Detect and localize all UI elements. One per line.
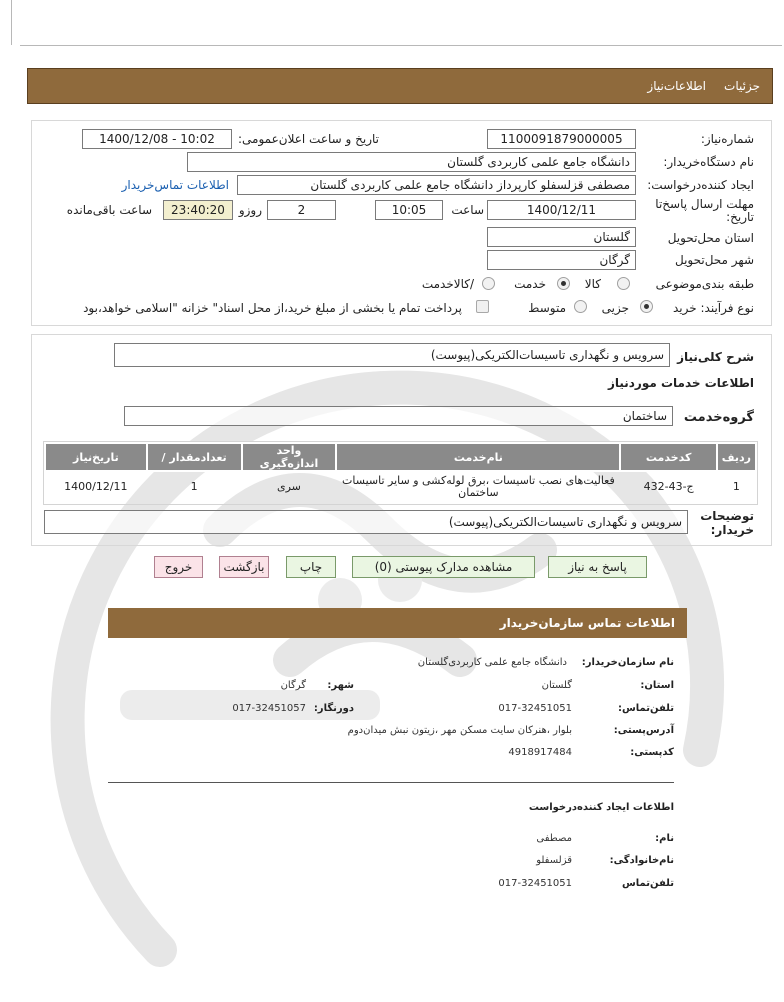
services-table-wrap	[43, 441, 758, 505]
deadline-date-field: 1400/12/11	[487, 200, 636, 220]
contact-city-value: گرگان	[280, 680, 306, 691]
time-label: ساعت	[451, 203, 484, 217]
remaining-time-field: 23:40:20	[163, 200, 233, 220]
table-row	[45, 471, 756, 501]
need-number-label: شماره‌نیاز:	[700, 132, 754, 146]
buyer-org-field: دانشگاه جامع علمی کاربردی گلستان	[187, 152, 636, 172]
table-header-row	[45, 443, 756, 471]
tab-details[interactable]: جزئیات	[724, 79, 760, 93]
deadline-label: مهلت ارسال پاسخ‌تا تاریخ:	[655, 197, 754, 224]
city-label: شهر محل‌تحویل	[675, 253, 754, 267]
services-title: اطلاعات خدمات موردنیاز	[607, 376, 754, 390]
org-label: نام سازمان‌خریدار:	[581, 657, 674, 668]
creator-family-label: نام‌خانوادگی:	[609, 855, 674, 866]
col-header-code: کدخدمت	[620, 443, 716, 471]
contact-divider	[108, 782, 674, 783]
contact-phone-label: تلفن‌تماس:	[617, 703, 674, 714]
creator-name-label: نام:	[655, 833, 674, 844]
contact-province-label: استان:	[640, 680, 674, 691]
process-medium-label: متوسط	[528, 301, 566, 315]
view-attachments-button[interactable]: مشاهده مدارک پیوستی (0)	[352, 556, 535, 578]
cell-qty: 1	[190, 479, 198, 493]
creator-family-value: قزلسفلو	[536, 855, 572, 866]
col-header-row: ردیف	[717, 443, 756, 471]
cell-row: 1	[732, 479, 740, 493]
contact-phone-value: 017-32451051	[498, 703, 572, 714]
category-goods-radio[interactable]	[617, 277, 630, 290]
need-number-field: 1100091879000005	[487, 129, 636, 149]
print-button[interactable]: چاپ	[286, 556, 336, 578]
buyer-contact-title: اطلاعات تماس سازمان‌خریدار	[499, 616, 675, 630]
tab-need-info[interactable]: اطلاعات‌نیاز	[647, 79, 706, 93]
remaining-label: ساعت باقی‌مانده	[66, 203, 152, 217]
col-header-unit: واحد اندازه‌گیری	[242, 443, 337, 471]
process-minor-label: جزیی	[601, 301, 629, 315]
org-value: دانشگاه جامع علمی کاربردی‌گلستان	[417, 657, 567, 668]
reply-button[interactable]: پاسخ به نیاز	[548, 556, 647, 578]
cell-name: فعالیت‌های نصب تاسیسات ،برق لوله‌کشی و سایر تاسیسات ساختمان	[342, 473, 615, 499]
group-label: گروه‌خدمت	[683, 410, 754, 425]
buyer-notes-label: توضیحات خریدار:	[700, 509, 754, 537]
postal-value: 4918917484	[508, 747, 572, 758]
creator-phone-label: تلفن‌تماس	[621, 878, 674, 889]
address-value: بلوار ،هنرکان سایت مسکن مهر ،زیتون نبش میدان‌دوم	[347, 725, 572, 736]
announce-field: 1400/12/08 - 10:02	[82, 129, 232, 149]
category-goods-service-radio[interactable]	[482, 277, 495, 290]
treasury-checkbox[interactable]	[476, 300, 489, 313]
treasury-text: پرداخت تمام یا بخشی از مبلغ خرید،از محل اسناد" خزانه "اسلامی خواهد،بود	[83, 301, 462, 315]
province-label: استان محل‌تحویل	[667, 231, 754, 245]
creator-info-title: اطلاعات ایجاد کننده‌درخواست	[528, 802, 674, 813]
buyer-notes-field: سرویس و نگهداری تاسیسات‌الکتریکی(پیوست)	[44, 510, 688, 534]
contact-province-value: گلستان	[541, 680, 572, 691]
general-desc-field: سرویس و نگهداری تاسیسات‌الکتریکی(پیوست)	[114, 343, 670, 367]
contact-fax-value: 017-32451057	[232, 703, 306, 714]
creator-label: ایجاد کننده‌درخواست:	[647, 178, 754, 192]
announce-label: تاریخ و ساعت اعلان‌عمومی:	[237, 132, 379, 146]
services-table	[44, 442, 757, 501]
back-button[interactable]: بازگشت	[219, 556, 269, 578]
buyer-contact-band	[108, 608, 687, 638]
postal-label: کدپستی:	[630, 747, 674, 758]
cell-code: ج-43-432	[643, 479, 694, 493]
col-header-date: تاریخ‌نیاز	[45, 443, 147, 471]
top-border-line	[20, 45, 782, 46]
category-label: طبقه بندی‌موضوعی	[655, 277, 754, 291]
category-service-label: خدمت	[514, 277, 546, 291]
city-field: گرگان	[487, 250, 636, 270]
buyer-contact-link[interactable]: اطلاعات تماس‌خریدار	[121, 178, 229, 192]
cell-unit: سری	[276, 479, 301, 493]
category-service-radio[interactable]	[557, 277, 570, 290]
process-medium-radio[interactable]	[574, 300, 587, 313]
left-border-line	[11, 0, 12, 45]
buyer-org-label: نام دستگاه‌خریدار:	[663, 155, 754, 169]
cell-date: 1400/12/11	[64, 479, 128, 493]
deadline-time-field: 10:05	[375, 200, 443, 220]
general-desc-label: شرح کلی‌نیاز	[677, 350, 754, 364]
days-label: روزو	[238, 203, 262, 217]
col-header-name: نام‌خدمت	[336, 443, 620, 471]
group-field: ساختمان	[124, 406, 673, 426]
creator-field: مصطفی قزلسفلو کارپرداز دانشگاه جامع علمی کاربردی گلستان	[237, 175, 636, 195]
contact-fax-label: دورنگار:	[313, 703, 354, 714]
category-goods-label: کالا	[584, 277, 601, 291]
process-label: نوع فرآیند: خرید	[673, 301, 754, 315]
creator-name-value: مصطفی	[536, 833, 572, 844]
category-goods-service-label: /کالاخدمت	[421, 277, 474, 291]
days-field: 2	[267, 200, 336, 220]
creator-phone-value: 017-32451051	[498, 878, 572, 889]
col-header-qty: تعدادمقدار /	[147, 443, 242, 471]
address-label: آدرس‌پستی:	[613, 725, 674, 736]
exit-button[interactable]: خروج	[154, 556, 203, 578]
process-minor-radio[interactable]	[640, 300, 653, 313]
province-field: گلستان	[487, 227, 636, 247]
header-band	[27, 68, 773, 104]
contact-city-label: شهر:	[327, 680, 354, 691]
